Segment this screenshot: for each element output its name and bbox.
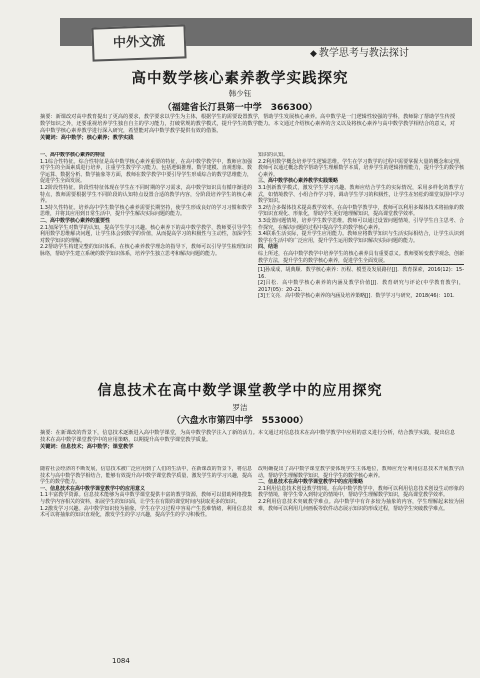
paragraph: 3.1创新教学模式，激发学生学习兴趣。教师应结合学生的实际情况，采用多样化的教学方式，如情境教学、小组合作学习等，调动学生学习的积极性，让学生在轻松的课堂氛围中学习数学知识。 [258, 184, 464, 205]
paragraph: 1.1丰富教学资源。信息技术能够为高中数学课堂提供丰富的教学资源，教师可以借助网络搜集与教学内容相关的资料，拓展学生的知识面，让学生在有限的课堂时间内获取更多的知识。 [40, 492, 252, 505]
paragraph: 1.2激发学习兴趣。高中数学知识较为抽象，学生在学习过程中容易产生畏难情绪，利用信息技术可以将抽象的知识直观化，激发学生的学习兴趣，提高学生的学习积极性。 [40, 505, 252, 519]
paragraph: 2.1加深学生对数学的认知，提高学生学习兴趣。核心素养下的高中数学教学，教师要引导学生利用数学思维解决问题，让学生体会到数学的价值，从而提高学习的积极性与主动性，加深学生对数学知识的理解。 [40, 224, 252, 244]
reference-item: [1]孙成成，胡典顺．数学核心素养：历程、模型及发展路径[J]．教育探索，2016(12)：15-16. [258, 267, 464, 280]
paragraph: 2.1利用信息技术创设教学情境。在高中数学教学中，教师可以利用信息技术创设生动形象的教学情境，将学生带入到特定的情境中，帮助学生理解数学知识，提高课堂教学效率。 [258, 485, 464, 499]
article1-author: 韩少钰 [228, 89, 252, 98]
reference-item: [3]王文亮．高中数学核心素养的内涵及培养策略[J]．数学学习与研究，2018(46)：101. [258, 293, 455, 300]
paragraph: 综上所述，在高中数学教学中培养学生的核心素养具有重要意义。教师要转变教学观念，创新教学方法，提升学生的数学核心素养，促进学生全面发展。 [258, 250, 464, 264]
paragraph: 二、高中数学核心素养的重要性 [40, 217, 111, 224]
section-title: ◆ 教学思考与教法探讨 [310, 44, 409, 59]
paragraph: 3.3设置问题情境，培养学生数学思维。教师可以通过设置问题情境，引导学生自主思考、合作探究，在解决问题的过程中提高学生的数学核心素养。 [258, 217, 464, 231]
article2-right-column [258, 466, 464, 626]
article2-author: 罗洁 [232, 403, 248, 412]
page-number: 1084 [112, 657, 130, 665]
paragraph: 1.2阶段性特征。阶段性特征体现在学生在不同时期的学习需求，高中数学知识具有循序渐进的特点，教师需要根据学生不同阶段的认知特点设置合适的教学内容，分阶段培养学生的核心素养。 [40, 184, 252, 205]
paragraph: 四、结语 [258, 244, 279, 251]
article1-abstract: 摘要：新课改对高中教育提出了更高的要求，教学要求以学生为主体，根据学生的需要设置教学，帮助学生发展核心素养。高中数学是一门逻辑性较强的学科，教师除了帮助学生传授数学知识之外，还要重视培养学生独自自主的学习能力，打破常规的教学模式，提升学生的数学能力。本文通过介绍核心素养的含义以及将核心素养与高中数学教学相结合的意义，对高中数学核心素养教学进行深入研究，希望能对高中数学教学提供有效的借鉴。 [40, 114, 456, 134]
paragraph: 1.1综合性特征。综合性特征是高中数学核心素养重要的特征，在高中数学教学中，教师应加强对学生的全面素质进行培养，注重学生数学学习能力，包括逻辑推理、数学建模、直观想象、数学运算、数据分析、数学抽象等方面，教师在数学教学中要引导学生形成综合的数学思维能力，促进学生全面发展。 [40, 158, 252, 185]
paragraph: 一、高中数学核心素养的特征 [40, 152, 106, 158]
paragraph: 3.4联系生活实际，提升学生应用能力。教师应将数学知识与生活实际相结合，让学生认识到数学在生活中的广泛应用，提升学生运用数学知识解决实际问题的能力。 [258, 231, 464, 244]
references [258, 264, 464, 300]
article2-affiliation: （六盘水市第四中学 553000） [171, 416, 309, 426]
article1-left-column [40, 152, 252, 364]
paragraph: 二、信息技术在高中数学课堂教学中的应用策略 [258, 479, 364, 486]
paragraph: 知识的认知。 [258, 152, 289, 158]
article2-title: 信息技术在高中数学课堂教学中的应用探究 [97, 383, 383, 399]
column-logo: 中外文流 [91, 24, 186, 61]
article1-right-column [258, 152, 464, 382]
article2-abstract-block [40, 430, 460, 451]
paragraph: 2.2利用数学概念培养学生逻辑思维。学生在学习数学的过程中需要掌握大量的概念和定理，教师可以通过概念教学帮助学生理解数学本质，培养学生的逻辑推理能力，提升学生的数学核心素养。 [258, 158, 464, 178]
reference-item: [2]吕松．高中数学核心素养的内涵及教学价值[J]．教育研究与评论(中学教育教学)，2017(05)：20-21. [258, 280, 464, 293]
paragraph: 三、高中数学核心素养教学实践策略 [258, 178, 339, 185]
paragraph: 3.2结合多媒体技术提高教学效率。在高中数学教学中，教师可以利用多媒体技术将抽象的数学知识直观化、形象化，帮助学生更好地理解知识，提高课堂教学效率。 [258, 204, 464, 218]
article2-abstract: 摘要：在新课改的背景下，信息技术逐渐进入高中数学课堂，为高中数学教学注入了新的活力。本文通过对信息技术在高中数学教学中应用的意义进行分析，结合教学实践，提出信息技术在高中数学课堂教学中的应用策略，以期提升高中数学课堂教学质量。 [40, 430, 456, 443]
paragraph: 改明确提出了高中数学课堂教学要体现学生主体地位，教师应充分利用信息技术开展教学活动，帮助学生理解数学知识，提升学生的数学核心素养。 [258, 466, 464, 479]
article1-abstract-block [40, 114, 460, 142]
article2-left-column [40, 466, 252, 626]
paragraph: 2.2帮助学生构建完整的知识体系。在核心素养教学理念的指导下，教师可以引导学生梳理知识脉络，帮助学生建立系统的数学知识体系，培养学生独立思考和解决问题的能力。 [40, 244, 252, 257]
article1-title: 高中数学核心素养教学实践探究 [131, 71, 349, 87]
paragraph: 随着社会经济的不断发展，信息技术被广泛应用到了人们的生活中，在新课改的背景下，将信息技术与高中数学教学相结合，能够有效提升高中数学课堂教学质量，激发学生的学习兴趣，提高学生的数学能力。 [40, 466, 252, 486]
paragraph: 2.2利用信息技术突破教学难点。高中数学中有许多较为抽象的内容，学生理解起来较为困难，教师可以利用几何画板等软件动态展示知识的形成过程，帮助学生突破教学难点。 [258, 498, 464, 512]
paragraph: 一、信息技术在高中数学课堂教学中的应用意义 [40, 485, 146, 492]
article1-keywords: 关键词：高中数学；核心素养；教学实践 [40, 135, 134, 141]
article1-affiliation: （福建省长汀县第一中学 366300） [162, 103, 318, 113]
paragraph: 1.3持久性特征。培养高中学生数学核心素养需要长期坚持，使学生形成良好的学习习惯和数学思维，并将其应用到日常生活中，提升学生解决实际问题的能力。 [40, 204, 252, 218]
article2-keywords: 关键词：信息技术；高中数学；课堂教学 [40, 444, 134, 450]
